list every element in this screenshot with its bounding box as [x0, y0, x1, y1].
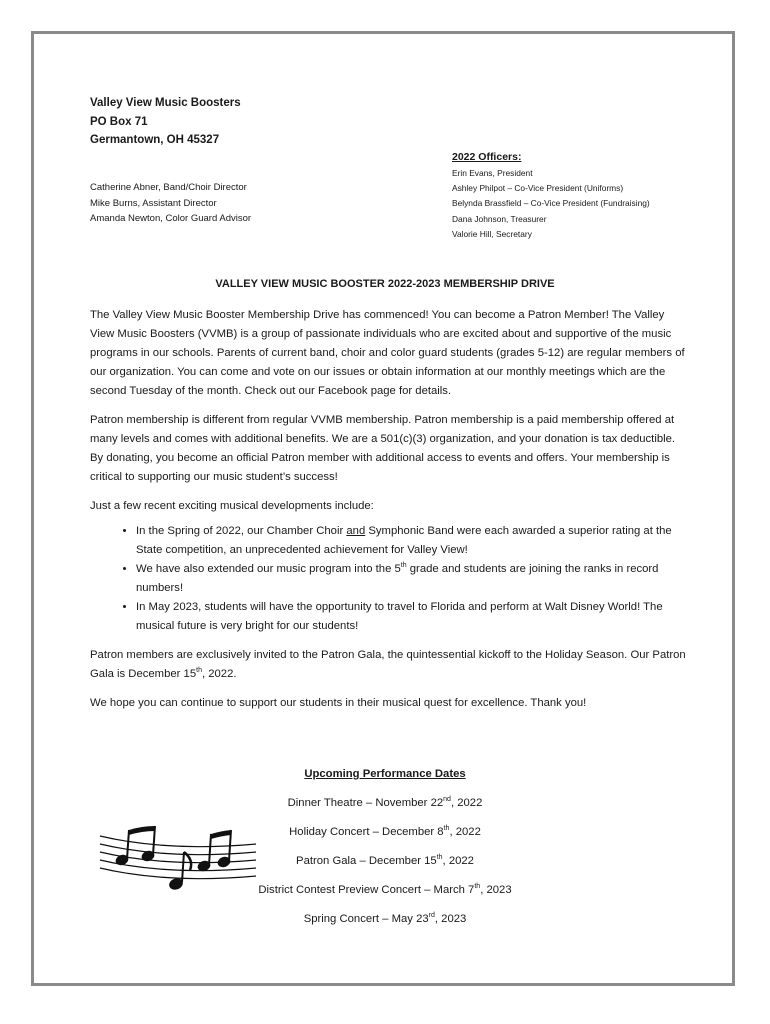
event-text: Dinner Theatre – November 22 [287, 797, 444, 809]
letter-body [90, 306, 690, 723]
event-text: Patron Gala – December 15 [296, 855, 437, 867]
developments-list [90, 522, 690, 636]
officer-item: Ashley Philpot – Co-Vice President (Uniforms) [452, 183, 624, 194]
gala-text: Patron members are exclusively invited to the Patron Gala, the quintessential kickoff to the Holiday Season. Our Patron Gala is December 15 [90, 649, 686, 680]
ordinal-suffix: rd [428, 912, 435, 920]
staff-item: Catherine Abner, Band/Choir Director [90, 182, 247, 193]
bullet-text: We have also extended our music program into the 5 [136, 563, 401, 575]
officer-item: Belynda Brassfield – Co-Vice President (Fundraising) [452, 198, 650, 209]
paragraph-intro: The Valley View Music Booster Membership Drive has commenced! You can become a Patron Member! The Valley View Music Boosters (VVMB) is a group of passionate individuals who are excited about and supportive of the music programs in our schools. Parents of current band, choir and color guard students (grades 5-12) are regular members of our organization. You can come and vote on our issues or obtain information at our monthly meetings which are the second Tuesday of the month. Check out our Facebook page for details. [90, 309, 685, 397]
staff-item: Mike Burns, Assistant Director [90, 197, 217, 209]
bullet-text: In the Spring of 2022, our Chamber Choir [136, 525, 347, 537]
officers-list [452, 149, 650, 242]
sender-po-box: PO Box 71 [90, 115, 148, 128]
paragraph-patron: Patron membership is different from regular VVMB membership. Patron membership is a paid membership offered at many levels and comes with additional benefits. We are a 501(c)(3) organization, and your donation is tax deductible. By donating, you become an official Patron member with additional access to events and offers. Your membership is critical to supporting our music student’s success! [90, 414, 676, 483]
officer-item: Valorie Hill, Secretary [452, 228, 532, 239]
ordinal-suffix: th [436, 854, 443, 862]
officers-title: 2022 Officers: [452, 151, 522, 163]
officer-item: Dana Johnson, Treasurer [452, 213, 547, 224]
ordinal-suffix: th [443, 825, 450, 833]
ordinal-suffix: th [474, 883, 481, 891]
officer-item: Erin Evans, President [452, 168, 533, 178]
bullet-text: Symphonic Band were each awarded a superior rating at the State competition, an unprecedented achievement for Valley View! [136, 525, 672, 556]
ordinal-suffix: th [196, 667, 202, 675]
paragraph-developments: Just a few recent exciting musical developments include: [90, 500, 374, 512]
bullet-text: grade and students are joining the ranks in record numbers! [136, 563, 659, 594]
event-year: , 2022 [450, 797, 483, 809]
paragraph-closing: We hope you can continue to support our students in their musical quest for excellence. Thank you! [90, 697, 587, 709]
performance-item [0, 794, 770, 823]
bullet-underlined-text: and [346, 525, 366, 537]
staff-list [90, 180, 251, 227]
event-year: , 2022 [449, 826, 481, 838]
paragraph-gala [90, 646, 690, 684]
document-title: VALLEY VIEW MUSIC BOOSTER 2022-2023 MEMBERSHIP DRIVE [215, 278, 555, 290]
list-item: • In May 2023, students will have the opportunity to travel to Florida and perform at Walt Disney World! The musical future is very bright for our students! [136, 598, 690, 636]
sender-org: Valley View Music Boosters [90, 97, 241, 109]
staff-item: Amanda Newton, Color Guard Advisor [90, 213, 252, 224]
list-item [136, 522, 690, 560]
performance-dates-title: Upcoming Performance Dates [304, 768, 466, 780]
ordinal-suffix: nd [443, 796, 451, 804]
ordinal-suffix: th [400, 562, 407, 570]
sender-address [90, 94, 241, 150]
event-text: District Contest Preview Concert – March 7 [258, 884, 475, 896]
event-text: Spring Concert – May 23 [303, 913, 429, 925]
event-text: Holiday Concert – December 8 [289, 826, 444, 838]
sender-city: Germantown, OH 45327 [90, 134, 220, 146]
gala-text: , 2022. [201, 668, 237, 680]
event-year: , 2023 [480, 884, 512, 896]
event-year: , 2023 [434, 913, 467, 925]
list-item [136, 560, 690, 598]
performance-item [0, 910, 770, 939]
event-year: , 2022 [442, 855, 474, 867]
music-notes-icon [98, 822, 258, 894]
